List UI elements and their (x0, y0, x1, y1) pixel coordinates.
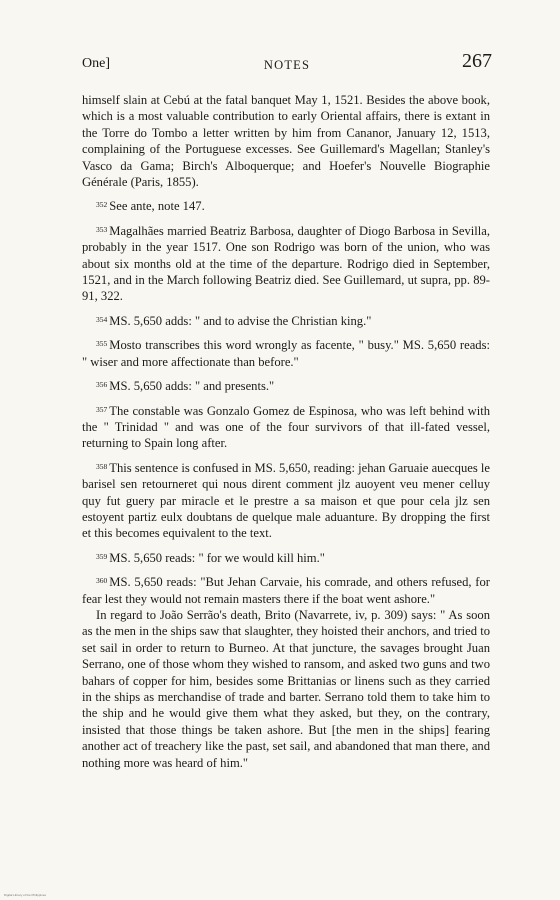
note-continuation: himself slain at Cebú at the fatal banquet May 1, 1521. Besides the above book, which is a most valuable contribution to early Oriental affairs, there is extant in the Torre do Tombo a letter written by him from Cananor, January 12, 1513, complaining of the Portuguese excesses. See Guillemard's Magellan; Stanley's Vasco da Gama; Birch's Alboquerque; and Hoefer's Nouvelle Biographie Générale (Paris, 1855). (82, 93, 490, 190)
note-357: $^{357}$ The constable was Gonzalo Gomez de Espinosa, who was left behind with the " Trinidad " and was one of the four survivors of that ill-fated vessel, returning to Spain long after. (82, 403, 490, 451)
note-360-continued: In regard to João Serrão's death, Brito (Navarrete, iv, p. 309) says: " As soon as the men in the ships saw that slaughter, they hoisted their anchors, and tried to set sail in order to return to Burneo. At that juncture, the savages brought Juan Serrano, one of those whom they wished to ransom, and asked two guns and two bahars of copper for him, besides some Brittanias or linens such as they carried in the ships as merchandise of trade and barter. Serrano told them to take him to the ship and he would give them what they asked, but they, on the contrary, insisted that those things be taken ashore. But [the men in the ships] fearing another act of treachery like the past, set sail, and abandoned that man there, and nothing more was heard of him." (82, 607, 490, 770)
running-title: NOTES (263, 58, 311, 72)
chapter-marker: One] (82, 56, 110, 71)
note-number: 356 (96, 380, 108, 390)
note-number: 354 (96, 314, 108, 324)
note-number: 352 (96, 200, 108, 210)
note-number: 353 (96, 224, 108, 234)
notes-body (82, 92, 490, 778)
note-number: 360 (96, 576, 108, 586)
note-359: $^{359}$ MS. 5,650 reads: " for we would kill him." (96, 550, 325, 565)
note-353: $^{353}$ Magalhães married Beatriz Barbosa, daughter of Diogo Barbosa in Sevilla, probably in the year 1517. One son Rodrigo was born of the union, who was about six months old at the time of the departure. Rodrigo died in September, 1521, and in the March following Beatriz died. See Guillemard, ut supra, pp. 89-91, 322. (82, 223, 490, 304)
note-358: $^{358}$ This sentence is confused in MS. 5,650, reading: jehan Garuaie auecques le barisel sen retourneret qui nous dirent comment jlz auoyent veu mener celluy quy fut guery par miracle et le prestre a sa maison et que pour cela jlz sen estoyent partiz eulx doubtans de quelque male aduanture. By dropping the first et this becomes equivalent to the text. (82, 460, 490, 541)
note-352: $^{352}$ See ante, note 147. (96, 199, 205, 214)
running-header (82, 52, 492, 74)
scan-footer: Digital Library of the Philippines (4, 893, 47, 897)
note-number: 358 (96, 461, 108, 471)
note-355: $^{355}$ Mosto transcribes this word wrongly as facente, " busy." MS. 5,650 reads: " wiser and more affectionate than before." (82, 338, 490, 369)
note-356: $^{356}$ MS. 5,650 adds: " and presents." (96, 379, 275, 394)
note-number: 355 (96, 339, 108, 349)
note-360: $^{360}$ MS. 5,650 reads: "But Jehan Carvaie, his comrade, and others refused, for fear lest they would not remain masters there if the boat went ashore." (82, 575, 490, 606)
note-number: 359 (96, 551, 108, 561)
page-number: 267 (462, 50, 492, 72)
note-number: 357 (96, 404, 108, 414)
note-354: $^{354}$ MS. 5,650 adds: " and to advise the Christian king." (96, 313, 372, 328)
